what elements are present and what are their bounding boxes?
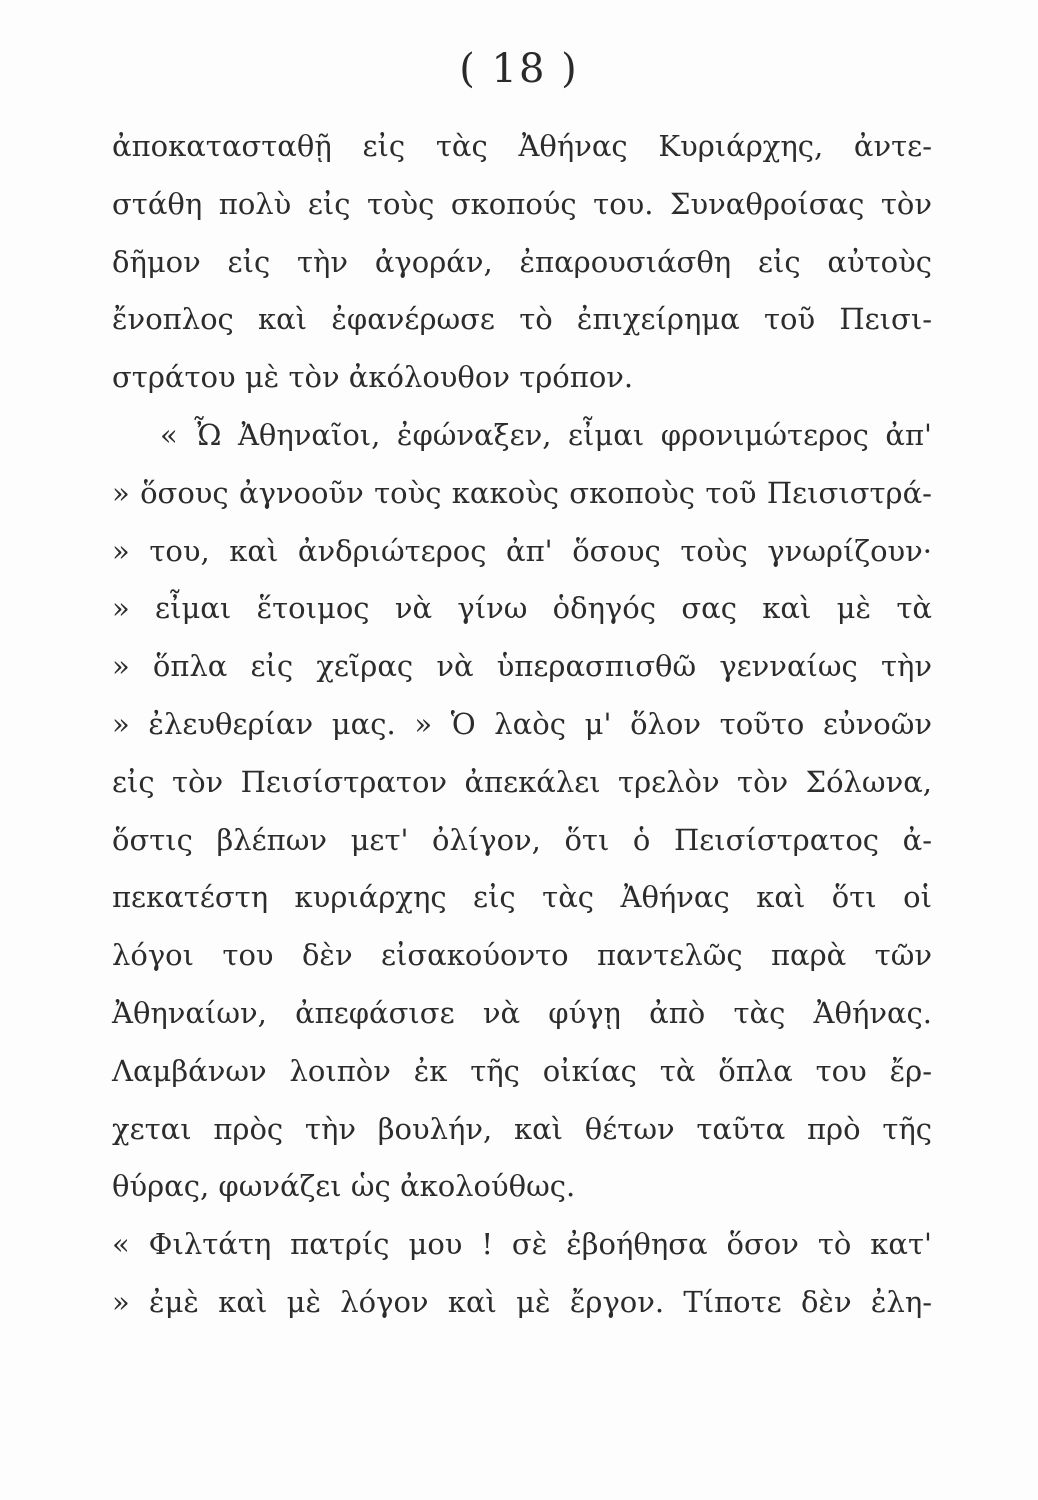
text-line: θύρας, φωνάζει ὡς ἀκολούθως. [112,1169,576,1204]
page-number: ( 18 ) [459,46,579,92]
text-line: » ὅσους ἀγνοοῦν τοὺς κακοὺς σκοποὺς τοῦ Πεισιστρά- [112,475,932,510]
text-line: Ἀθηναίων, ἀπεφάσισε νὰ φύγῃ ἀπὸ τὰς Ἀθήνας. [112,995,932,1030]
text-line: » ὅπλα εἰς χεῖρας νὰ ὑπερασπισθῶ γενναίως τὴν [112,649,932,684]
text-line: « Ὦ Ἀθηναῖοι, ἐφώναξεν, εἶμαι φρονιμώτερος ἀπ' [160,417,932,452]
text-line: χεται πρὸς τὴν βουλήν, καὶ θέτων ταῦτα πρὸ τῆς [112,1111,932,1146]
text-line: πεκατέστη κυριάρχης εἰς τὰς Ἀθήνας καὶ ὅτι οἱ [112,880,932,915]
text-line: » ἐμὲ καὶ μὲ λόγον καὶ μὲ ἔργον. Τίποτε δὲν ἐλη- [112,1284,932,1319]
text-line: ἔνοπλος καὶ ἐφανέρωσε τὸ ἐπιχείρημα τοῦ Πεισι- [112,302,932,337]
text-line: στάθη πολὺ εἰς τοὺς σκοπούς του. Συναθροίσας τὸν [112,186,932,221]
text-line: εἰς τὸν Πεισίστρατον ἀπεκάλει τρελὸν τὸν Σόλωνα, [112,764,932,799]
text-line: « Φιλτάτη πατρίς μου ! σὲ ἐβοήθησα ὅσον τὸ κατ' [112,1227,932,1262]
text-line: στράτου μὲ τὸν ἀκόλουθον τρόπον. [112,360,634,395]
text-line: » εἶμαι ἕτοιμος νὰ γίνω ὁδηγός σας καὶ μὲ τὰ [112,591,932,626]
text-line: ἀποκατασταθῇ εἰς τὰς Ἀθήνας Κυριάρχης, ἀντε- [112,129,932,163]
text-line: » ἐλευθερίαν μας. » Ὁ λαὸς μ' ὅλον τοῦτο εὐνοῶν [112,706,932,741]
text-line: Λαμβάνων λοιπὸν ἐκ τῆς οἰκίας τὰ ὅπλα του ἔρ- [112,1053,932,1088]
body-text [112,118,932,1332]
text-line: ὅστις βλέπων μετ' ὀλίγον, ὅτι ὁ Πεισίστρατος ἀ- [112,822,932,857]
text-line: λόγοι του δὲν εἰσακούοντο παντελῶς παρὰ τῶν [112,938,932,973]
text-line: » του, καὶ ἀνδριώτερος ἀπ' ὅσους τοὺς γνωρίζουν· [112,533,932,568]
text-line: δῆμον εἰς τὴν ἀγοράν, ἐπαρουσιάσθη εἰς αὐτοὺς [112,244,932,279]
